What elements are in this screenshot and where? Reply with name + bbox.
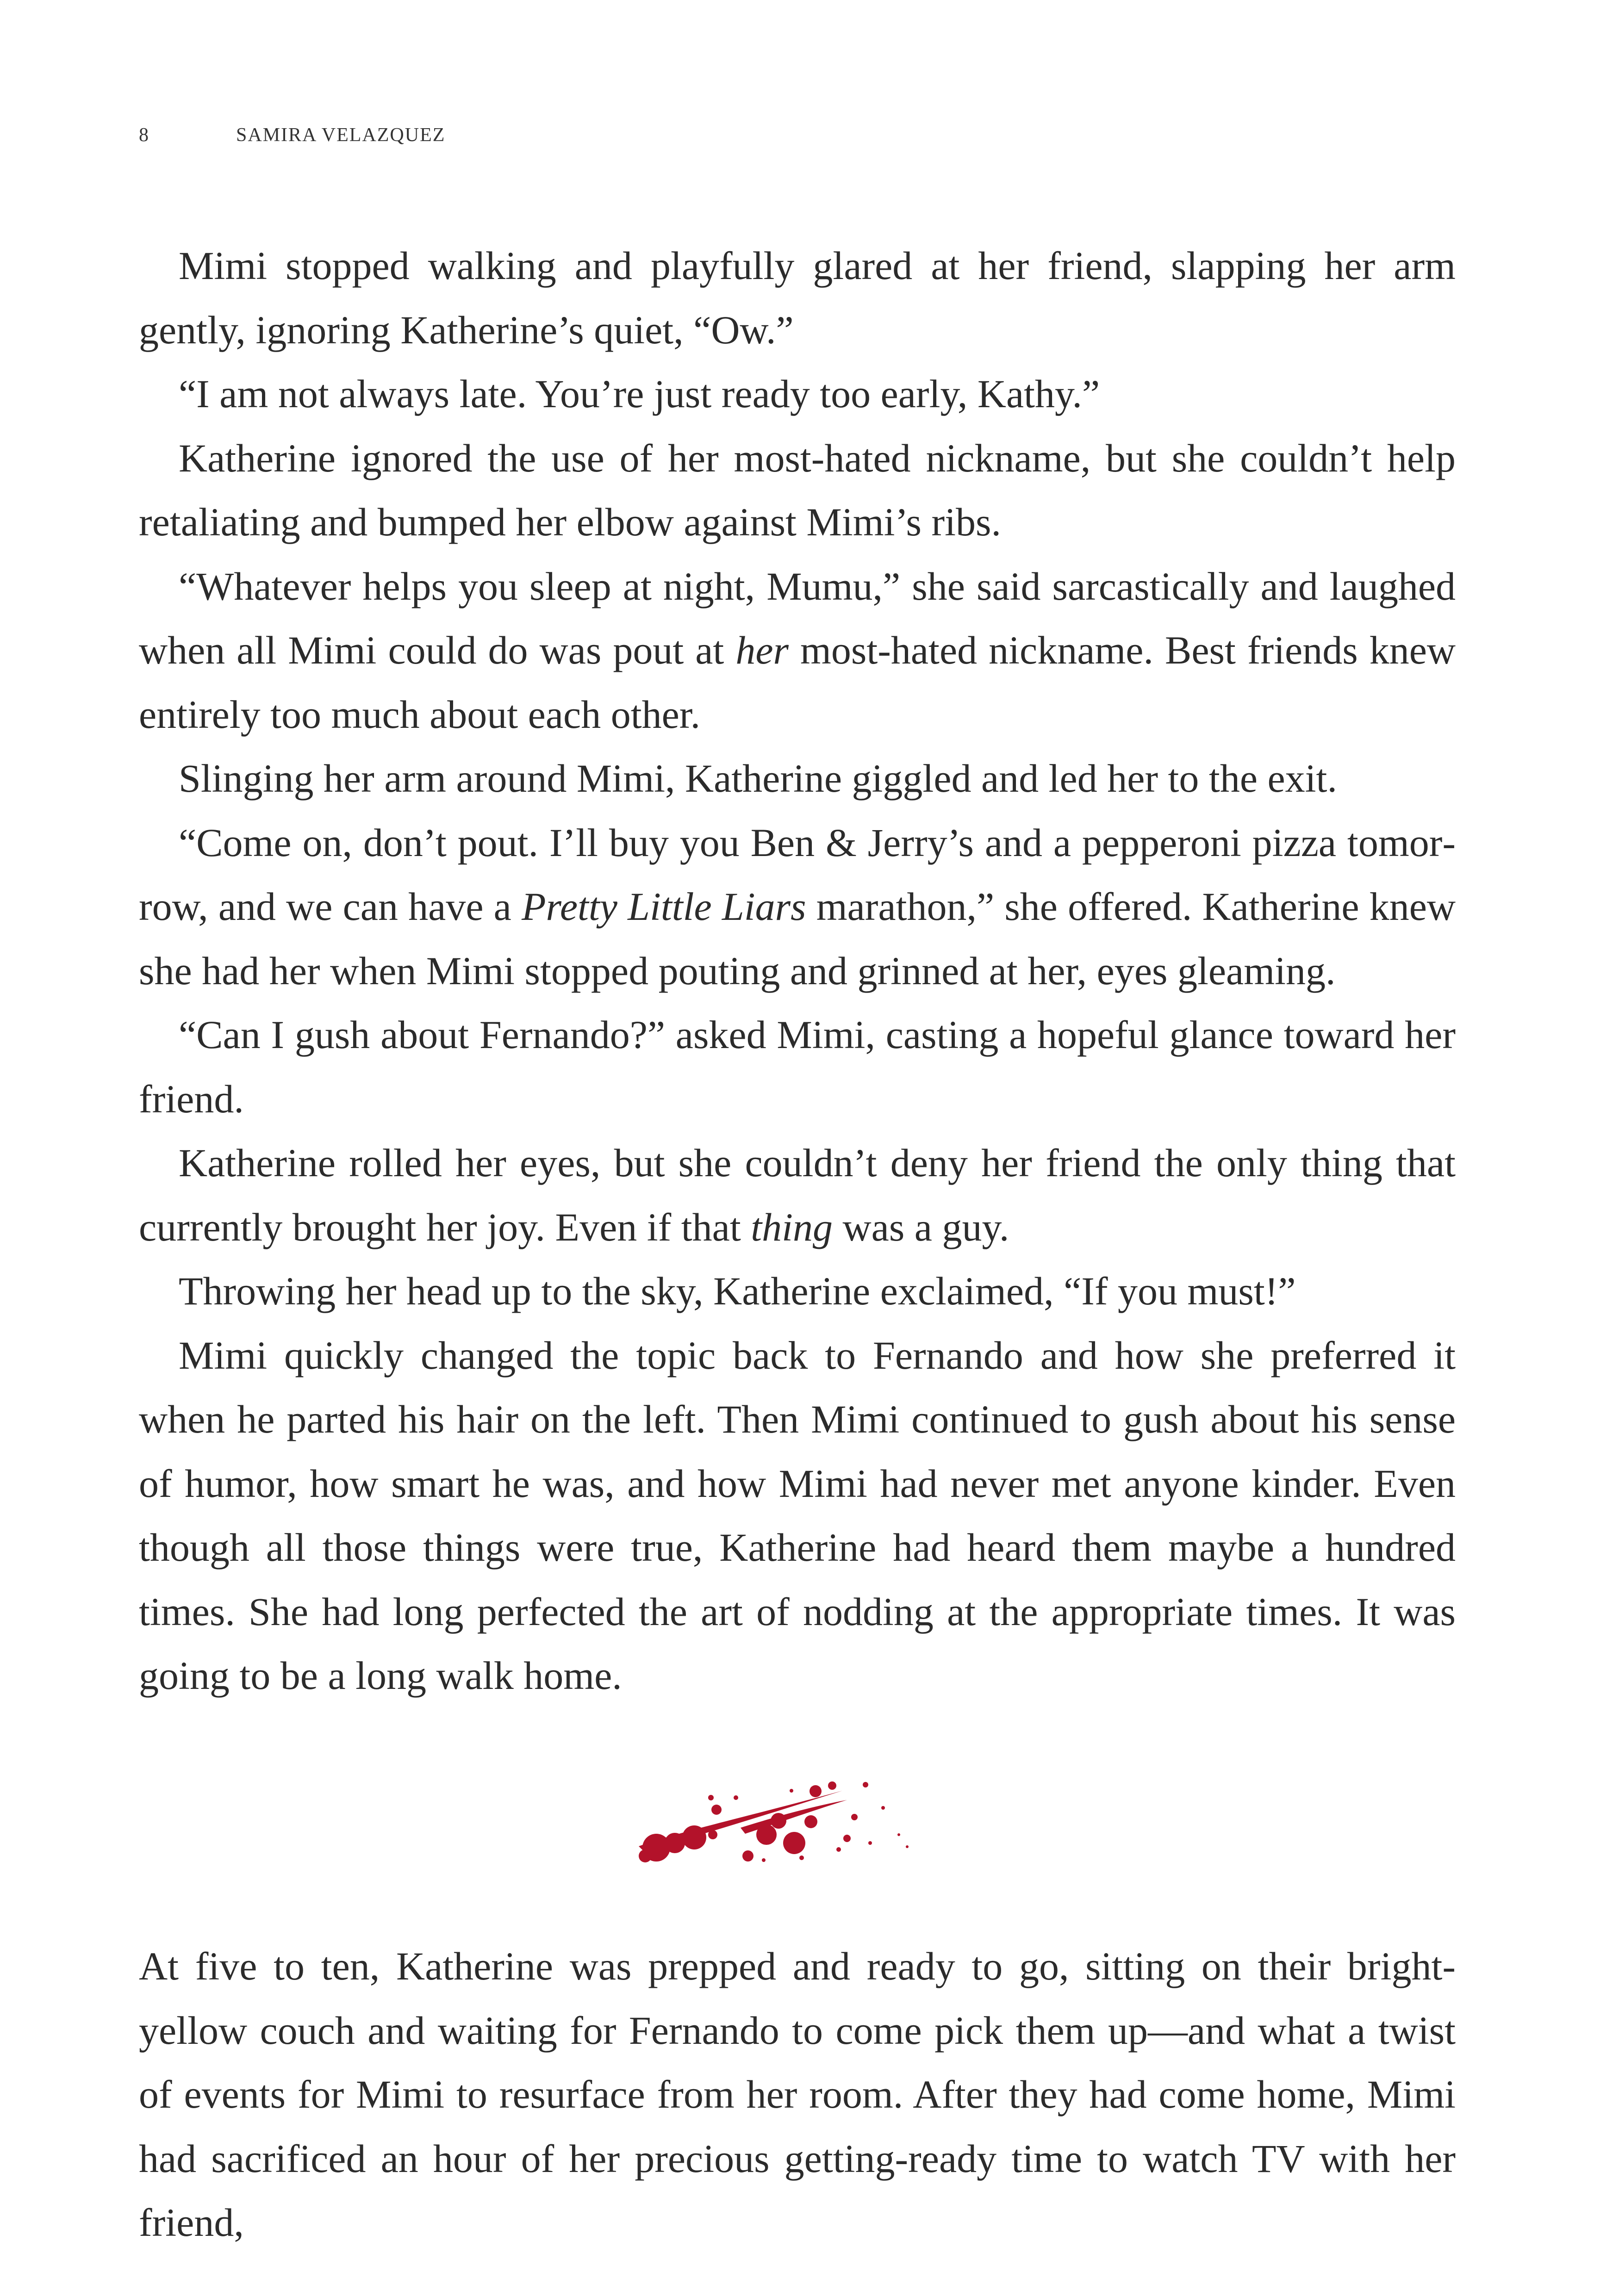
splatter-drop <box>906 1845 909 1848</box>
splatter-drop <box>851 1814 858 1820</box>
paragraph-text: was a guy. <box>833 1204 1009 1249</box>
splatter-drop <box>828 1781 836 1790</box>
splatter-drop <box>790 1789 793 1793</box>
paragraph-text: most-hated nickname. Best friends knew entirely too much about each other. <box>139 628 1456 737</box>
blood-splatter-divider <box>629 1765 916 1872</box>
splatter-drop <box>756 1824 777 1845</box>
splatter-drop <box>708 1830 717 1839</box>
splatter-drop <box>836 1847 841 1852</box>
splatter-drop <box>639 1849 652 1862</box>
splatter-drop <box>771 1813 786 1829</box>
paragraph <box>139 1003 1456 1131</box>
section-two <box>139 1934 1456 2255</box>
section-two-paragraph: At five to ten, Katherine was prepped and ready to go, sitting on their bright-yellow couch and waiting for Fernando to come pick them up—and what a twist of events for Mimi to resurface from her room. After they had come home, Mimi had sacrificed an hour of her precious getting-ready time to watch TV with her friend, <box>139 1944 1456 2245</box>
paragraph <box>139 234 1456 362</box>
paragraph-text: Throwing her head up to the sky, Katherine exclaimed, “If you must!” <box>179 1269 1296 1313</box>
splatter-drop <box>868 1841 872 1845</box>
paragraph <box>139 554 1456 747</box>
splatter-drop <box>711 1805 722 1815</box>
splatter-drop <box>682 1825 706 1849</box>
paragraph <box>139 362 1456 426</box>
splatter-drop <box>881 1806 885 1810</box>
paragraph <box>139 1131 1456 1259</box>
italic-text: Pretty Little Liars <box>522 884 806 929</box>
splatter-drop <box>708 1795 714 1800</box>
splatter-drop <box>734 1795 738 1800</box>
author-name: SAMIRA VELAZQUEZ <box>236 124 446 146</box>
paragraph <box>139 1259 1456 1323</box>
paragraph-text: Slinging her arm around Mimi, Katherine giggled and led her to the exit. <box>179 756 1337 800</box>
italic-text: her <box>735 628 789 672</box>
paragraph <box>139 426 1456 554</box>
paragraph-text: “Come on, don’t pout. I’ll buy you Ben & Jerry’s and a pepperoni pizza tomorrow, and we can have a <box>139 820 1456 929</box>
splatter-drop <box>742 1850 753 1862</box>
paragraph-text: Mimi quickly changed the topic back to Fernando and how she preferred it when he parted his hair on the left. Then Mimi continued to gush about his sense of humor, how smart he was, and how Mimi had never met anyone kinder. Even though all those things were true, Katherine had heard them maybe a hundred times. She had long perfected the art of nodding at the appropriate times. It was going to be a long walk home. <box>139 1333 1456 1698</box>
splatter-drop <box>863 1782 868 1787</box>
running-header <box>139 124 445 146</box>
paragraph-text: Katherine ignored the use of her most-hated nickname, but she couldn’t help retaliating and bumped her elbow against Mimi’s ribs. <box>139 435 1456 544</box>
paragraph-text: “Whatever helps you sleep at night, Mumu,” she said sarcastically and laughed when all Mimi could do was pout at <box>139 564 1456 672</box>
paragraph-text: marathon,” she offered. Katherine knew she had her when Mimi stopped pouting and grinned at her, eyes gleaming. <box>139 884 1456 993</box>
splatter-drop <box>810 1785 822 1797</box>
splatter-drop <box>762 1858 766 1862</box>
paragraph-text: “I am not always late. You’re just ready too early, Kathy.” <box>179 372 1100 416</box>
paragraph <box>139 746 1456 811</box>
splatter-drop <box>665 1833 685 1853</box>
splatter-drop <box>843 1835 851 1842</box>
paragraph-text: Katherine rolled her eyes, but she couldn’t deny her friend the only thing that currently brought her joy. Even if that <box>139 1141 1456 1249</box>
body-text <box>139 234 1456 1708</box>
italic-text: thing <box>751 1204 833 1249</box>
splatter-drop <box>897 1833 900 1836</box>
paragraph <box>139 1323 1456 1708</box>
splatter-drop <box>804 1815 817 1828</box>
paragraph-text: Mimi stopped walking and playfully glared at her friend, slapping her arm gently, ignoring Katherine’s quiet, “Ow.” <box>139 243 1456 352</box>
paragraph-text: “Can I gush about Fernando?” asked Mimi, casting a hopeful glance toward her friend. <box>139 1012 1456 1121</box>
page-number: 8 <box>139 124 149 146</box>
paragraph <box>139 811 1456 1003</box>
splatter-drop <box>799 1855 804 1860</box>
splatter-drop <box>783 1832 805 1854</box>
